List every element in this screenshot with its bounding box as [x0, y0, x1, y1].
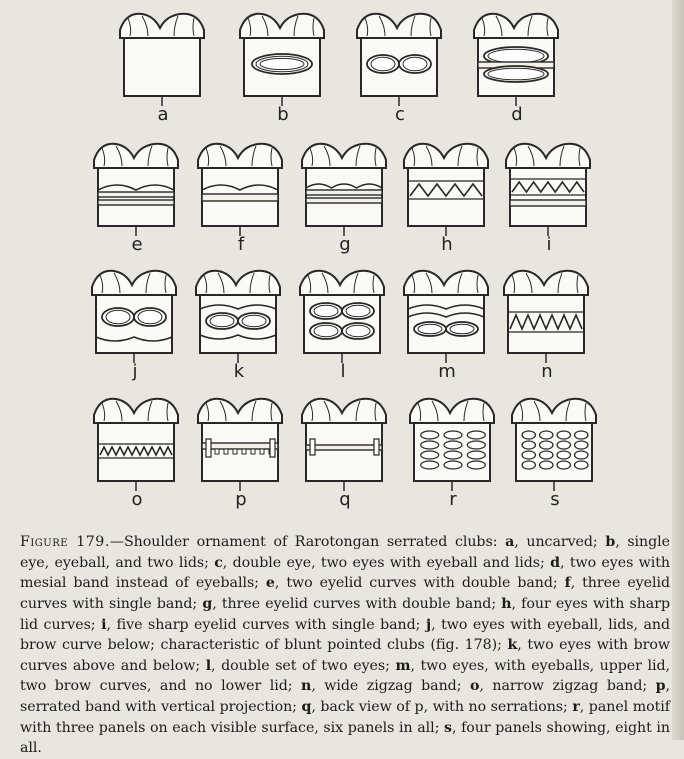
- club-drawing-h: [392, 138, 502, 238]
- caption-item-key: g: [202, 595, 213, 612]
- caption-item-text: , panel motif with three panels on each visible surface, six panels in all;: [20, 698, 670, 736]
- panel-label-c: c: [395, 104, 405, 125]
- caption-item-text: , five sharp eyelid curves with single band;: [106, 616, 426, 633]
- panel-label-s: s: [550, 489, 560, 510]
- caption-item-key: s: [444, 719, 452, 736]
- caption-items: [20, 534, 670, 756]
- caption-item-key: c: [214, 554, 223, 571]
- club-shoulder-double-eye: [345, 8, 455, 108]
- caption-item-key: k: [507, 637, 518, 654]
- panel-label-f: f: [237, 234, 245, 255]
- club-drawing-j: [80, 265, 190, 365]
- club-drawing-s: [500, 393, 610, 493]
- club-drawing-r: [398, 393, 508, 493]
- club-shoulder-two-curves-single-band: [186, 138, 296, 238]
- club-drawing-q: [290, 393, 400, 493]
- club-drawing-m: [392, 265, 502, 365]
- panel-label-k: k: [233, 361, 245, 382]
- club-drawing-k: [184, 265, 294, 365]
- caption-item-key: n: [301, 678, 312, 695]
- caption-item-text: , two eyelid curves with double band;: [274, 575, 565, 592]
- figure-number: Figure 179.: [20, 534, 110, 551]
- caption-item-key: h: [501, 595, 512, 612]
- panel-label-d: d: [511, 104, 523, 125]
- panel-label-e: e: [131, 234, 143, 255]
- club-shoulder-back-view: [290, 393, 400, 493]
- caption-item-key: a: [505, 534, 515, 551]
- caption-item-text: , two eyes with brow curves above and below;: [20, 637, 670, 674]
- caption-item-key: b: [605, 534, 616, 551]
- panel-label-n: n: [541, 361, 553, 382]
- panel-label-g: g: [339, 234, 351, 255]
- caption-item-text: , wide zigzag band;: [311, 678, 470, 695]
- caption-item-text: , back view of p, with no serrations;: [311, 698, 573, 715]
- caption-item-text: , two eyes with eyeball, lids, and brow curve below; characteristic of blunt pointed clubs (fig. 178);: [20, 616, 670, 654]
- caption-item-text: , serrated band with vertical projection;: [20, 678, 670, 715]
- caption-item-key: i: [101, 616, 107, 633]
- club-shoulder-two-curves-double-band: [82, 138, 192, 238]
- caption-item-text: , four panels showing, eight in all.: [20, 719, 670, 757]
- club-drawing-d: [462, 8, 572, 108]
- caption-item-key: d: [550, 554, 560, 571]
- club-shoulder-three-curves-double-band: [290, 138, 400, 238]
- club-shoulder-eyes-two-brows: [392, 265, 502, 365]
- club-drawing-i: [494, 138, 604, 238]
- caption-item-text: , two eyes with mesial band instead of eyeballs;: [20, 554, 670, 592]
- caption-item-key: j: [425, 616, 432, 633]
- caption-item-text: , single eye, eyeball, and two lids;: [20, 534, 670, 571]
- caption-item-key: f: [564, 575, 571, 592]
- club-shoulder-wide-zigzag: [492, 265, 602, 365]
- club-shoulder-narrow-zigzag: [82, 393, 192, 493]
- club-shoulder-eyes-brow-below: [80, 265, 190, 365]
- caption-item-text: , double eye, two eyes with eyeball and lids;: [222, 554, 551, 571]
- caption-item-text: , uncarved;: [514, 534, 606, 551]
- club-drawing-p: [186, 393, 296, 493]
- figure-caption: [20, 532, 670, 759]
- caption-item-key: m: [395, 657, 411, 674]
- club-drawing-g: [290, 138, 400, 238]
- club-drawing-e: [82, 138, 192, 238]
- club-shoulder-four-sharp-curves: [392, 138, 502, 238]
- panel-label-o: o: [131, 489, 143, 510]
- panel-label-h: h: [441, 234, 453, 255]
- club-shoulder-five-sharp-curves: [494, 138, 604, 238]
- club-drawing-l: [288, 265, 398, 365]
- club-shoulder-eyes-brow-above-below: [184, 265, 294, 365]
- caption-item-key: p: [655, 678, 666, 695]
- club-shoulder-uncarved: [108, 8, 218, 108]
- caption-item-key: q: [301, 698, 312, 715]
- club-shoulder-serrated-projection: [186, 393, 296, 493]
- club-shoulder-single-eye: [228, 8, 338, 108]
- caption-item-key: e: [265, 575, 275, 592]
- club-drawing-c: [345, 8, 455, 108]
- panel-label-b: b: [277, 104, 289, 125]
- club-drawing-a: [108, 8, 218, 108]
- caption-item-key: l: [205, 657, 212, 674]
- panel-label-i: i: [546, 234, 552, 255]
- caption-item-text: , narrow zigzag band;: [479, 678, 656, 695]
- panel-label-p: p: [235, 489, 247, 510]
- panel-label-j: j: [132, 361, 138, 382]
- club-shoulder-three-panels: [398, 393, 508, 493]
- caption-item-text: , three eyelid curves with double band;: [212, 595, 502, 612]
- caption-item-key: r: [572, 698, 580, 715]
- club-shoulder-double-set-eyes: [288, 265, 398, 365]
- panel-label-l: l: [340, 361, 346, 382]
- panel-label-r: r: [449, 489, 457, 510]
- club-drawing-n: [492, 265, 602, 365]
- panel-label-m: m: [438, 361, 456, 382]
- caption-item-key: o: [469, 678, 480, 695]
- caption-item-text: , two eyes, with eyeballs, upper lid, two brow curves, and no lower lid;: [20, 657, 670, 695]
- club-shoulder-mesial-band: [462, 8, 572, 108]
- panel-label-q: q: [339, 489, 351, 510]
- caption-item-text: , three eyelid curves with single band;: [20, 575, 670, 612]
- club-shoulder-four-panels: [500, 393, 610, 493]
- club-drawing-o: [82, 393, 192, 493]
- caption-item-text: , double set of two eyes;: [211, 657, 396, 674]
- panel-label-a: a: [157, 104, 169, 125]
- club-drawing-b: [228, 8, 338, 108]
- caption-item-text: , four eyes with sharp lid curves;: [20, 595, 670, 633]
- club-drawing-f: [186, 138, 296, 238]
- caption-lead: —Shoulder ornament of Rarotongan serrated clubs:: [109, 534, 506, 551]
